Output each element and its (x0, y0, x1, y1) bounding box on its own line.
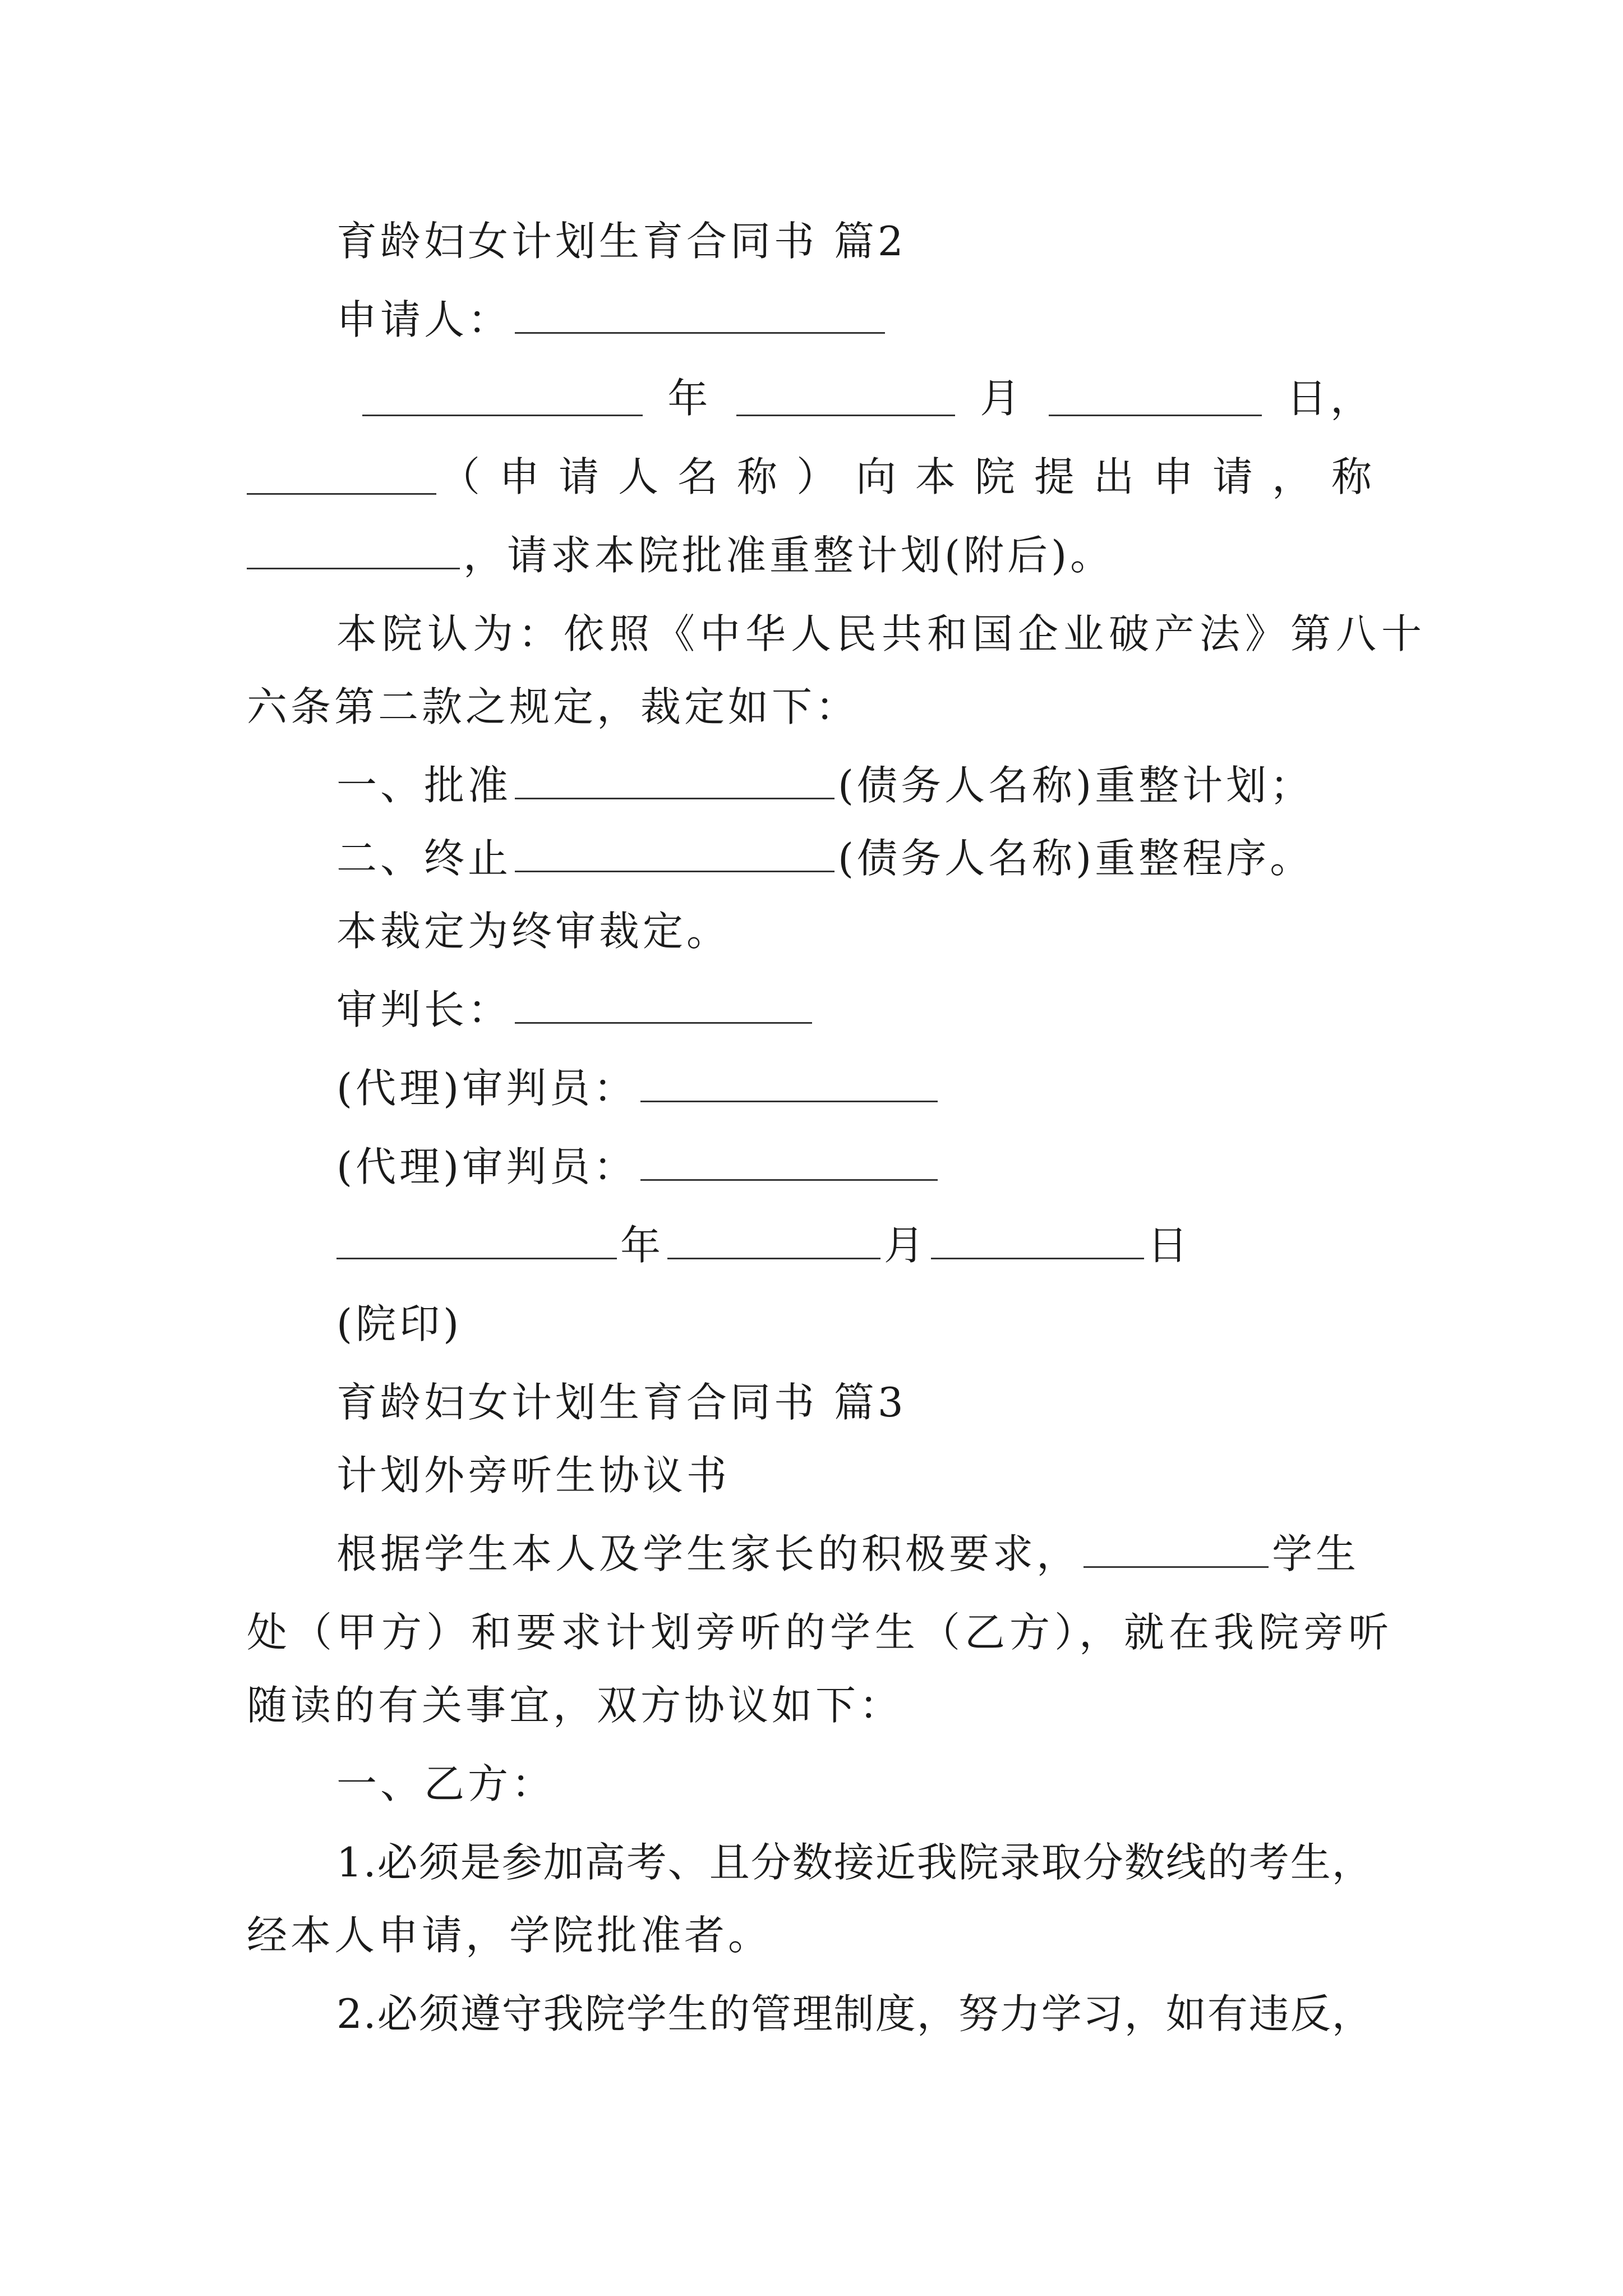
day-blank (1049, 381, 1262, 416)
final-ruling: 本裁定为终审裁定。 (336, 908, 731, 955)
court-view-line-2: 六条第二款之规定，裁定如下： (247, 683, 860, 730)
intro-line-1 (336, 1526, 1391, 1582)
applicant-label: 申请人： (336, 296, 512, 343)
chief-judge-label: 审判长： (336, 986, 512, 1033)
judge-blank-2 (640, 1145, 938, 1181)
applicant-name-line (247, 449, 1391, 505)
agreement-subtitle: 计划外旁听生协议书 (336, 1452, 731, 1499)
month-label: 月 (980, 375, 1024, 422)
judge-line-1 (336, 1060, 1391, 1116)
applicant-line (336, 292, 1391, 348)
applicant-name-text: （申请人名称）向本院提出申请，称 (439, 453, 1391, 500)
intro-line-2: 处（甲方）和要求计划旁听的学生（乙方），就在我院旁听 (247, 1609, 1394, 1656)
section-title-2: 育龄妇女计划生育合同书 篇2 (336, 218, 907, 265)
request-line (247, 527, 1391, 583)
ruling-item-2-label: 二、终止 (336, 835, 512, 882)
judge-line-2 (336, 1139, 1391, 1195)
chief-judge-blank (515, 988, 812, 1024)
school-name-blank (1083, 1533, 1269, 1568)
applicant-blank (515, 298, 885, 334)
sign-year-blank (336, 1224, 617, 1259)
day-label: 日， (1286, 375, 1374, 422)
intro-line-3: 随读的有关事宜，双方协议如下： (247, 1682, 903, 1729)
debtor-name-blank-2 (515, 837, 834, 872)
intro-line-1-end: 学生 (1272, 1530, 1360, 1577)
party-b-heading: 一、乙方： (336, 1760, 556, 1807)
request-text: ，请求本院批准重整计划(附后)。 (463, 532, 1114, 579)
request-blank (247, 534, 460, 569)
debtor-name-blank-1 (515, 764, 834, 799)
court-view-line-1: 本院认为：依照《中华人民共和国企业破产法》第八十 (336, 610, 1427, 657)
judge-blank-1 (640, 1067, 938, 1102)
year-blank (362, 381, 643, 416)
ruling-item-1 (336, 757, 1391, 813)
condition-2-line-1: 2.必须遵守我院学生的管理制度，努力学习，如有违反， (336, 1990, 1373, 2037)
sign-year-label: 年 (620, 1222, 665, 1269)
date-line-2 (336, 1217, 1391, 1273)
sign-month-label: 月 (884, 1222, 928, 1269)
date-line-1 (359, 370, 1374, 426)
year-label: 年 (667, 375, 712, 422)
applicant-name-blank (247, 459, 436, 495)
court-seal: (院印) (336, 1300, 463, 1347)
sign-day-label: 日 (1147, 1222, 1192, 1269)
section-title-3: 育龄妇女计划生育合同书 篇3 (336, 1379, 907, 1426)
condition-1-line-2: 经本人申请，学院批准者。 (247, 1912, 772, 1959)
month-blank (736, 381, 955, 416)
condition-1-line-1: 1.必须是参加高考、且分数接近我院录取分数线的考生， (336, 1839, 1373, 1886)
judge-label-1: (代理)审判员： (336, 1065, 638, 1112)
judge-label-2: (代理)审判员： (336, 1143, 638, 1190)
ruling-item-2 (336, 830, 1391, 886)
ruling-item-2-text: (债务人名称)重整程序。 (838, 835, 1314, 882)
ruling-item-1-text: (债务人名称)重整计划； (838, 762, 1314, 809)
sign-day-blank (931, 1224, 1144, 1259)
ruling-item-1-label: 一、批准 (336, 762, 512, 809)
chief-judge-line (336, 982, 1391, 1038)
intro-line-1-text: 根据学生本人及学生家长的积极要求， (336, 1530, 1081, 1577)
sign-month-blank (667, 1224, 880, 1259)
